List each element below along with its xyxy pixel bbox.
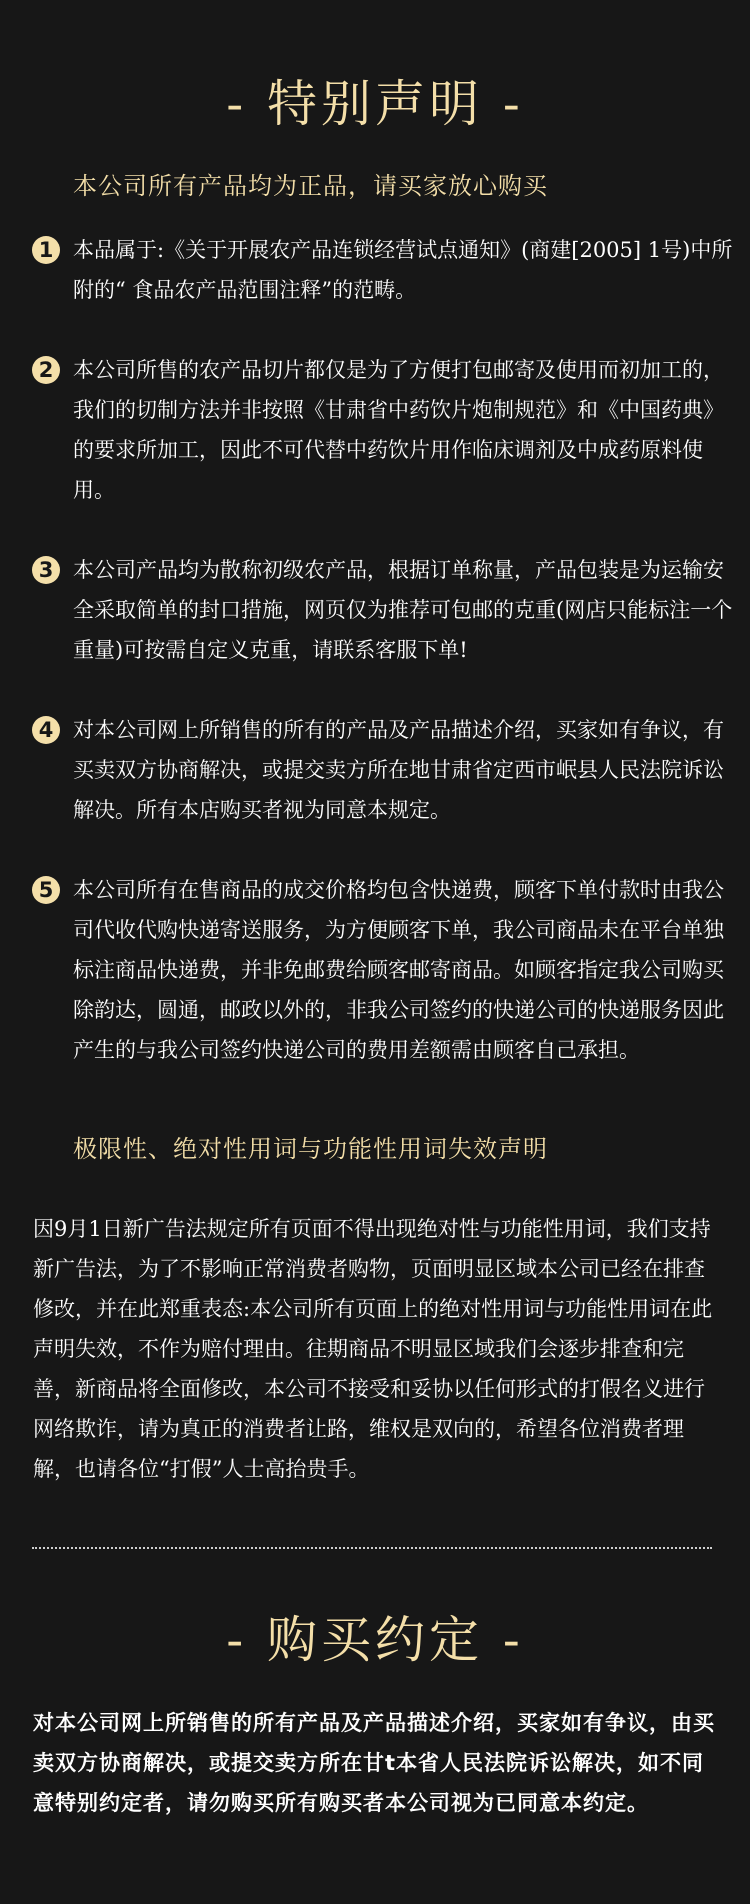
disclaimer-heading: 极限性、绝对性用词与功能性用词失效声明 <box>73 1135 548 1163</box>
statement-item-text: 本公司所售的农产品切片都仅是为了方便打包邮寄及使用而初加工的，我们的切制方法并非按照《甘肃省中药饮片炮制规范》和《中国药典》的要求所加工，因此不可代替中药饮片用作临床调剂及中成药原料使用。 <box>73 358 724 502</box>
agreement-title: - 购买约定 - <box>226 1611 524 1669</box>
number-badge-icon: 5 <box>32 876 60 904</box>
statement-item-text: 本品属于:《关于开展农产品连锁经营试点通知》(商建[2005] 1号)中所附的“ 食品农产品范围注释”的范畴。 <box>73 238 733 302</box>
statement-title: - 特别声明 - <box>226 75 524 133</box>
dotted-divider <box>32 1547 712 1549</box>
number-badge-icon: 3 <box>32 556 60 584</box>
statement-item-text: 对本公司网上所销售的所有的产品及产品描述介绍，买家如有争议，有买卖双方协商解决，或提交卖方所在地甘肃省定西市岷县人民法院诉讼解决。所有本店购买者视为同意本规定。 <box>73 718 724 822</box>
agreement-body: 对本公司网上所销售的所有产品及产品描述介绍，买家如有争议，由买卖双方协商解决，或提交卖方所在甘t本省人民法院诉讼解决，如不同意特别约定者，请勿购买所有购买者本公司视为已同意本约定。 <box>33 1711 715 1815</box>
number-badge-icon: 1 <box>32 236 60 264</box>
statement-item-text: 本公司所有在售商品的成交价格均包含快递费，顾客下单付款时由我公司代收代购快递寄送服务，为方便顾客下单，我公司商品未在平台单独标注商品快递费，并非免邮费给顾客邮寄商品。如顾客指定我公司购买除韵达，圆通，邮政以外的，非我公司签约的快递公司的快递服务因此产生的与我公司签约快递公司的费用差额需由顾客自己承担。 <box>73 878 724 1062</box>
statement-item-text: 本公司产品均为散称初级农产品，根据订单称量，产品包装是为运输安全采取简单的封口措施，网页仅为推荐可包邮的克重(网店只能标注一个重量)可按需自定义克重，请联系客服下单! <box>73 558 733 662</box>
disclaimer-body: 因9月1日新广告法规定所有页面不得出现绝对性与功能性用词，我们支持新广告法，为了不影响正常消费者购物，页面明显区域本公司已经在排查修改，并在此郑重表态:本公司所有页面上的绝对性用词与功能性用词在此声明失效，不作为赔付理由。往期商品不明显区域我们会逐步排查和完善，新商品将全面修改，本公司不接受和妥协以任何形式的打假名义进行网络欺诈，请为真正的消费者让路，维权是双向的，希望各位消费者理解，也请各位“打假”人士高抬贵手。 <box>33 1217 713 1481</box>
number-badge-icon: 4 <box>32 716 60 744</box>
statement-subtitle: 本公司所有产品均为正品，请买家放心购买 <box>73 172 548 200</box>
number-badge-icon: 2 <box>32 356 60 384</box>
